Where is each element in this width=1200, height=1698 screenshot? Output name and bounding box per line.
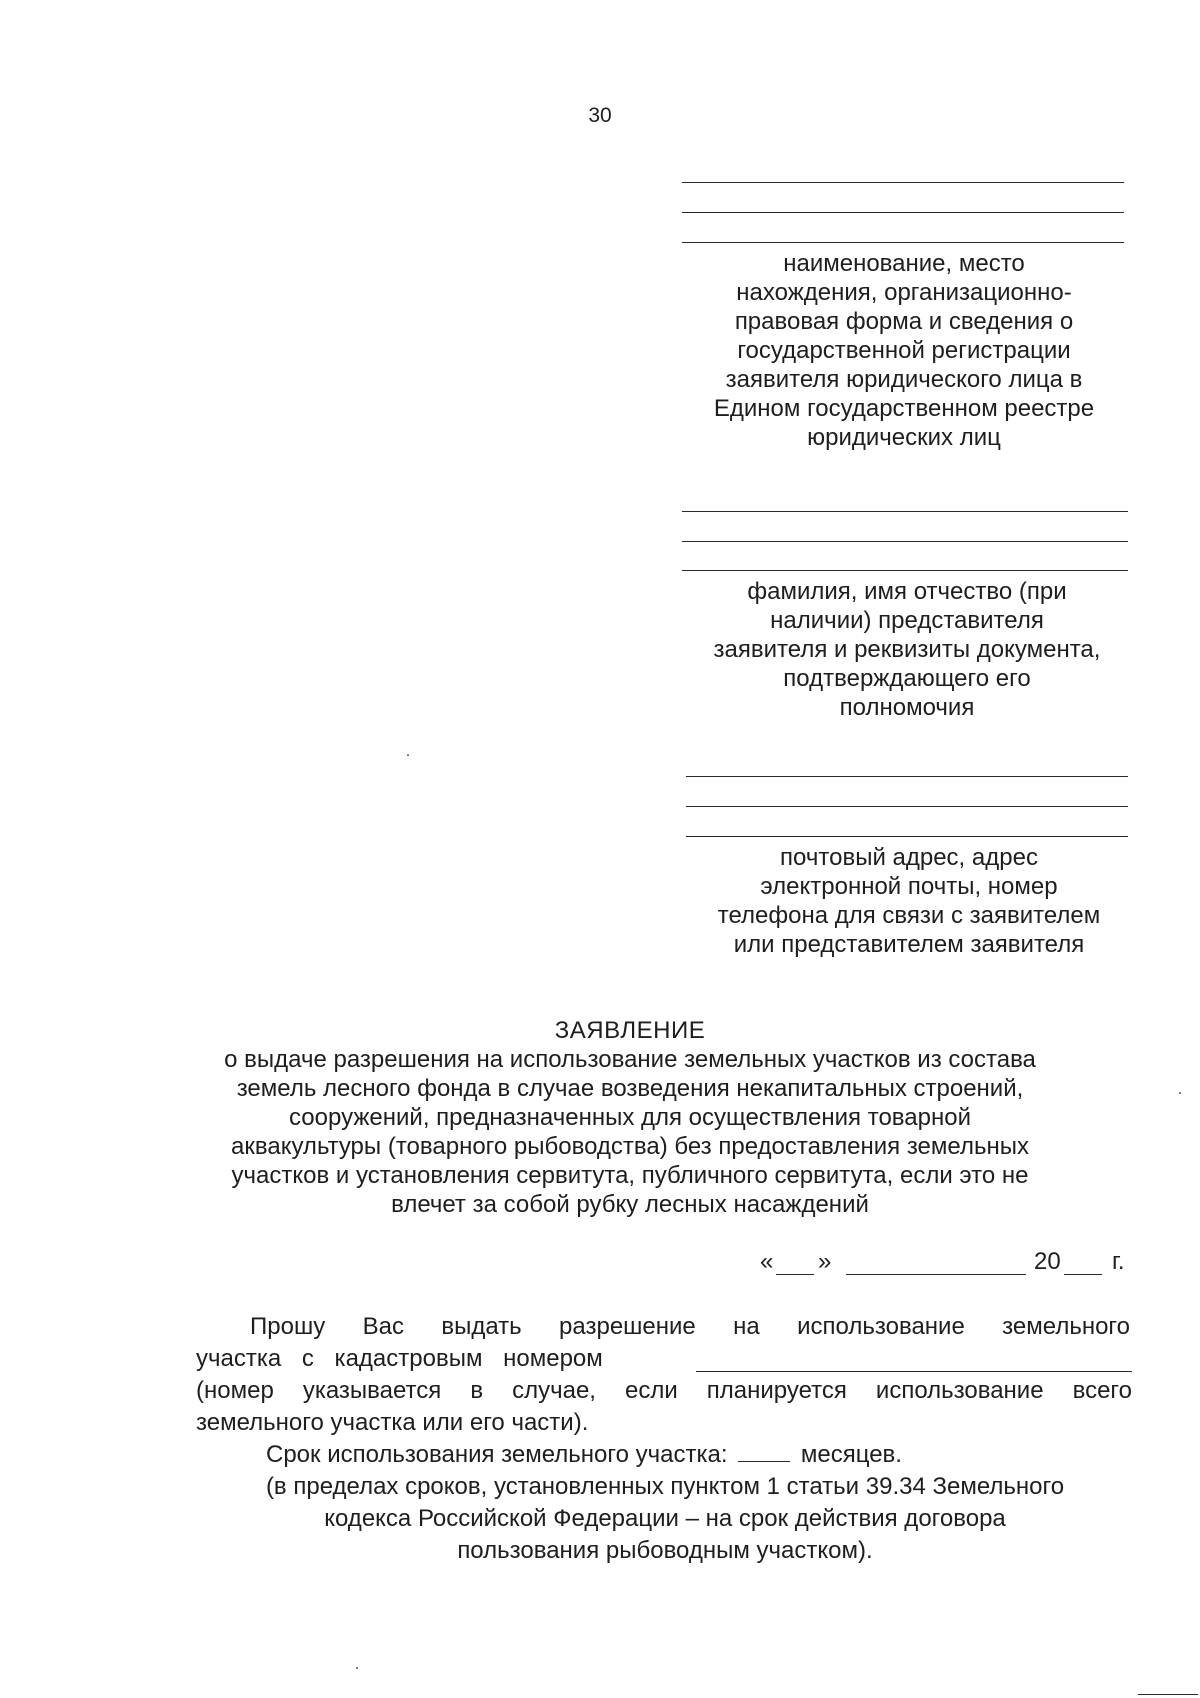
page-number: 30 [588,104,612,127]
year-fill-line[interactable] [1064,1274,1102,1275]
request-line-2 [196,1343,1132,1375]
month-fill-line[interactable] [846,1274,1026,1275]
fill-line-representative-1[interactable] [682,511,1128,512]
scan-speck [1179,1092,1181,1094]
fill-line-org-2[interactable] [682,212,1124,213]
note-line-2: земельного участка или его части). [196,1409,589,1436]
fill-line-representative-2[interactable] [682,541,1128,542]
document-subtitle: о выдаче разрешения на использование земельных участков из состава земель лесного фонда в случае возведения некапитальных строений, сооружений, предназначенных для осуществления товарной аквакультуры (товарного рыбоводства) без предоставления земельных участков и установления сервитута, публичного сервитута, если это не влечет за собой рубку лесных насаждений [224,1046,1036,1218]
day-fill-line[interactable] [776,1274,814,1275]
document-title: ЗАЯВЛЕНИЕ [554,1017,706,1044]
year-prefix: 20 [1034,1248,1061,1275]
date-line [752,1248,1132,1280]
org-details-caption: наименование, место нахождения, организационно- правовая форма и сведения о государственной регистрации заявителя юридического лица в Едином государственном реестре юридических лиц [713,250,1095,451]
contacts-caption: почтовый адрес, адрес электронной почты, номер телефона для связи с заявителем или представителем заявителя [717,844,1101,958]
term-line [266,1439,1126,1471]
term-months-fill-line[interactable] [738,1439,790,1462]
term-unit: месяцев. [800,1441,902,1468]
request-line-1: Прошу Вас выдать разрешение на использование земельного [250,1313,1130,1340]
scan-speck [356,1667,358,1669]
term-label: Срок использования земельного участка: [266,1441,728,1468]
representative-caption: фамилия, имя отчество (при наличии) представителя заявителя и реквизиты документа, подтверждающего его полномочия [713,578,1101,721]
fill-line-representative-3[interactable] [682,570,1128,571]
note-line-1: (номер указывается в случае, если планируется использование всего [196,1377,1132,1404]
scan-edge-mark [1138,1694,1198,1695]
term-note: (в пределах сроков, установленных пунктом 1 статьи 39.34 Земельного кодекса Российской Федерации – на срок действия договора пользования рыбоводным участком). [265,1473,1065,1564]
fill-line-contacts-1[interactable] [686,776,1128,777]
cadastral-label: участка с кадастровым номером [196,1345,603,1372]
fill-line-contacts-3[interactable] [686,836,1128,837]
fill-line-org-1[interactable] [682,182,1124,183]
year-suffix: г. [1112,1248,1125,1275]
date-open-quote: « [760,1248,774,1275]
cadastral-number-fill-line[interactable] [696,1371,1132,1372]
date-close-quote: » [818,1248,832,1275]
fill-line-contacts-2[interactable] [686,806,1128,807]
fill-line-org-3[interactable] [682,242,1124,243]
scan-speck [407,754,409,756]
